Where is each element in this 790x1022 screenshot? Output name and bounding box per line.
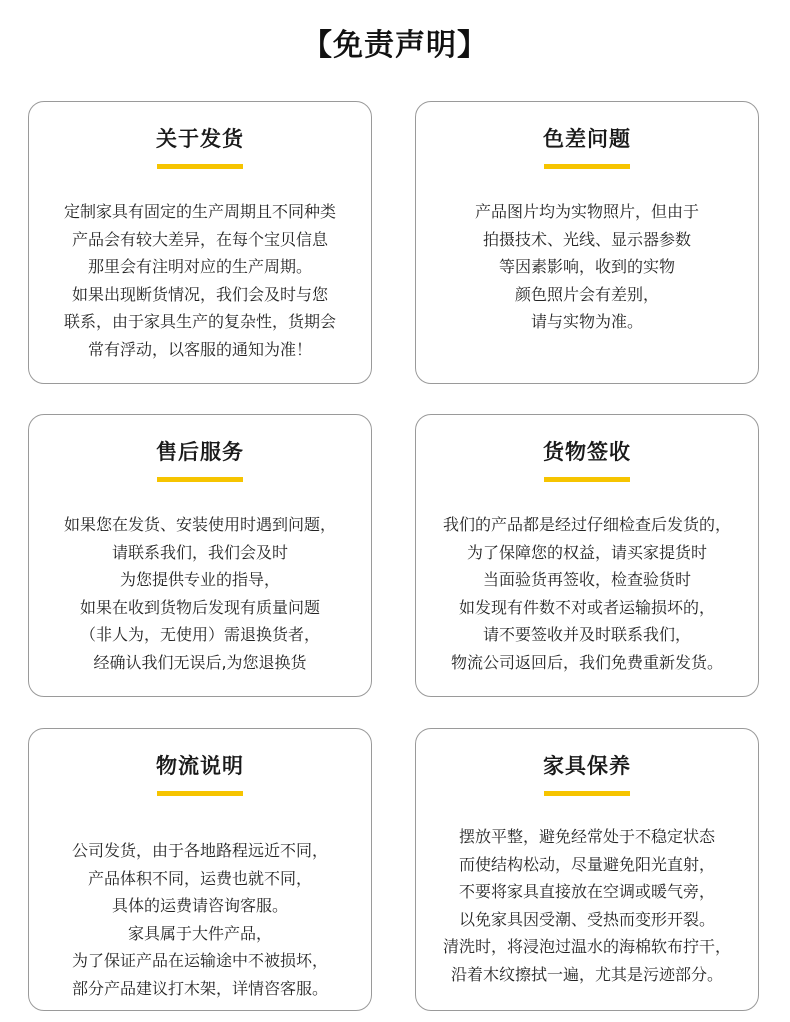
body-line: 为您提供专业的指导， bbox=[119, 570, 280, 590]
body-line: 当面验货再签收，检查验货时 bbox=[482, 570, 691, 590]
body-line: 以免家具因受潮、受热而变形开裂。 bbox=[458, 909, 715, 929]
title-underline bbox=[157, 164, 243, 169]
card-body bbox=[416, 511, 758, 677]
card-shipping bbox=[28, 101, 372, 384]
page-title: 【免责声明】 bbox=[302, 28, 488, 63]
body-line: 为了保障您的权益，请买家提货时 bbox=[466, 542, 707, 562]
body-line: 产品图片均为实物照片，但由于 bbox=[474, 202, 699, 221]
body-line: 为了保证产品在运输途中不被损坏， bbox=[71, 951, 328, 971]
card-title: 色差问题 bbox=[543, 127, 631, 151]
body-line: 请不要签收并及时联系我们， bbox=[482, 625, 691, 645]
body-line: 产品体积不同，运费也就不同， bbox=[87, 868, 312, 888]
body-line: 那里会有注明对应的生产周期。 bbox=[87, 257, 312, 277]
card-title: 售后服务 bbox=[156, 440, 244, 464]
title-underline bbox=[157, 477, 243, 482]
body-line: （非人为，无使用）需退换货者， bbox=[79, 625, 320, 645]
body-line: 部分产品建议打木架，详情咨客服。 bbox=[71, 978, 328, 998]
body-line: 等因素影响，收到的实物 bbox=[498, 257, 675, 277]
body-line: 我们的产品都是经过仔细检查后发货的， bbox=[442, 515, 731, 534]
card-body bbox=[29, 511, 371, 677]
card-color-difference bbox=[415, 101, 759, 384]
title-underline bbox=[544, 164, 630, 169]
card-body bbox=[416, 823, 758, 989]
body-line: 经确认我们无误后,为您退换货 bbox=[93, 652, 307, 672]
body-line: 物流公司返回后，我们免费重新发货。 bbox=[450, 652, 723, 672]
body-line: 如果出现断货情况，我们会及时与您 bbox=[71, 284, 328, 304]
body-line: 常有浮动，以客服的通知为准！ bbox=[87, 339, 312, 359]
body-line: 颜色照片会有差别， bbox=[514, 284, 659, 304]
card-logistics bbox=[28, 728, 372, 1011]
card-body bbox=[29, 837, 371, 1003]
card-title: 物流说明 bbox=[156, 754, 244, 778]
body-line: 请联系我们，我们会及时 bbox=[111, 542, 288, 562]
card-title: 货物签收 bbox=[543, 440, 631, 464]
card-goods-receipt bbox=[415, 414, 759, 697]
body-line: 摆放平整，避免经常处于不稳定状态 bbox=[458, 827, 715, 846]
body-line: 而使结构松动，尽量避免阳光直射， bbox=[458, 854, 715, 874]
body-line: 公司发货，由于各地路程远近不同， bbox=[71, 841, 328, 860]
body-line: 如果您在发货、安装使用时遇到问题， bbox=[63, 515, 336, 534]
title-underline bbox=[544, 477, 630, 482]
body-line: 请与实物为准。 bbox=[530, 312, 643, 332]
title-underline bbox=[544, 791, 630, 796]
card-after-sales bbox=[28, 414, 372, 697]
body-line: 家具属于大件产品， bbox=[127, 923, 272, 943]
body-line: 具体的运费请咨询客服。 bbox=[111, 896, 288, 916]
card-body bbox=[416, 198, 758, 336]
body-line: 产品会有较大差异，在每个宝贝信息 bbox=[71, 229, 328, 249]
body-line: 如发现有件数不对或者运输损坏的， bbox=[458, 597, 715, 617]
body-line: 不要将家具直接放在空调或暖气旁， bbox=[458, 882, 715, 902]
body-line: 沿着木纹擦拭一遍，尤其是污迹部分。 bbox=[450, 964, 723, 984]
card-furniture-care bbox=[415, 728, 759, 1011]
card-title: 家具保养 bbox=[543, 754, 631, 778]
card-body bbox=[29, 198, 371, 364]
body-line: 拍摄技术、光线、显示器参数 bbox=[482, 229, 691, 249]
body-line: 如果在收到货物后发现有质量问题 bbox=[79, 597, 320, 617]
body-line: 联系，由于家具生产的复杂性，货期会 bbox=[63, 312, 336, 332]
body-line: 定制家具有固定的生产周期且不同种类 bbox=[63, 202, 336, 221]
card-title: 关于发货 bbox=[156, 127, 244, 151]
body-line: 清洗时，将浸泡过温水的海棉软布拧干， bbox=[442, 937, 731, 957]
title-underline bbox=[157, 791, 243, 796]
